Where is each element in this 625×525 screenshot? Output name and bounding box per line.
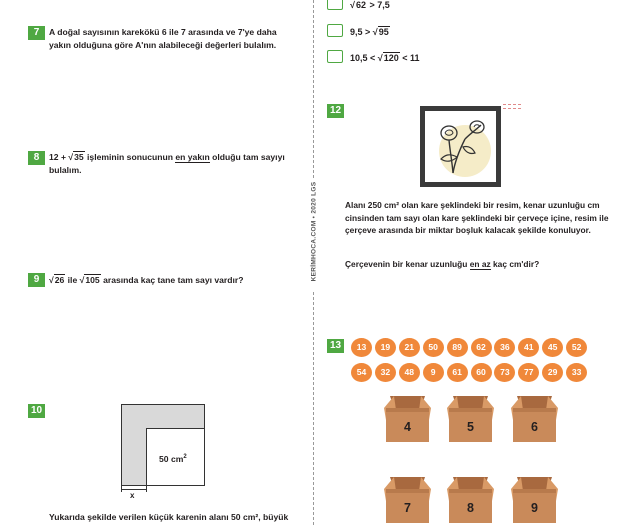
picture-frame	[420, 106, 501, 187]
small-square-area-label: 50 $cm^2$	[159, 454, 187, 464]
box-number: 6	[531, 420, 538, 434]
box-number: 9	[531, 501, 538, 515]
number-circle[interactable]: 73	[494, 363, 515, 382]
number-circle[interactable]: 29	[542, 363, 563, 382]
number-circle[interactable]: 62	[471, 338, 492, 357]
option-1-text: √62 > 7,5	[350, 0, 390, 10]
x-label: x	[130, 491, 135, 500]
q9-mid: ile	[65, 275, 80, 285]
question-8-text: 12 + √35 işleminin sonucunun en yakın olduğu tam sayıyı bulalım.	[49, 152, 285, 175]
number-circle[interactable]: 54	[351, 363, 372, 382]
question-10-text: Yukarıda şekilde verilen küçük karenin alanı 50 cm², büyük	[49, 512, 289, 522]
question-9-text: √26 ile √105 arasında kaç tane tam sayı vardır?	[49, 275, 244, 285]
box-number: 8	[467, 501, 474, 515]
q8-radicand: 35	[74, 152, 84, 162]
question-8-number: 8	[28, 151, 45, 165]
number-circle[interactable]: 21	[399, 338, 420, 357]
column-divider-top	[313, 0, 314, 178]
option-1-checkbox[interactable]	[327, 0, 343, 10]
question-12-number: 12	[327, 104, 344, 118]
number-circle[interactable]: 48	[399, 363, 420, 382]
frame-dash-mark-2	[503, 108, 521, 109]
q9-radicand-1: 26	[54, 275, 65, 285]
x-dimension-line	[121, 489, 146, 490]
number-circle[interactable]: 60	[471, 363, 492, 382]
cardboard-box[interactable]	[447, 392, 494, 442]
option-2-checkbox[interactable]	[327, 24, 343, 37]
cardboard-box[interactable]	[447, 473, 494, 523]
box-number: 5	[467, 420, 474, 434]
number-circle[interactable]: 19	[375, 338, 396, 357]
cardboard-box[interactable]	[511, 392, 558, 442]
q8-suffix: olduğu tam sayıyı bulalım.	[49, 152, 285, 175]
number-circle[interactable]: 89	[447, 338, 468, 357]
option-2-text: 9,5 > √95	[350, 27, 389, 37]
cardboard-box[interactable]	[384, 392, 431, 442]
question-7-text: A doğal sayısının karekökü 6 ile 7 arasında ve 7'ye daha yakın olduğuna göre A'nın alabileceği değerleri bulalım.	[49, 27, 277, 50]
question-7-number: 7	[28, 26, 45, 40]
number-circle[interactable]: 33	[566, 363, 587, 382]
number-circle[interactable]: 52	[566, 338, 587, 357]
x-tick-left	[121, 486, 122, 492]
box-number: 7	[404, 501, 411, 515]
x-tick-right	[146, 486, 147, 492]
number-circle[interactable]: 41	[518, 338, 539, 357]
q9-radicand-2: 105	[85, 275, 100, 285]
side-watermark: KERİMHOCA.COM • 2020 LGS	[310, 181, 318, 282]
number-circle[interactable]: 45	[542, 338, 563, 357]
option-3-text: 10,5 < √120 < 11	[350, 53, 420, 63]
number-circle[interactable]: 32	[375, 363, 396, 382]
column-divider-bottom	[313, 292, 314, 525]
cardboard-box[interactable]	[511, 473, 558, 523]
cardboard-box[interactable]	[384, 473, 431, 523]
box-number: 4	[404, 420, 411, 434]
q8-prefix: 12 +	[49, 152, 69, 162]
number-circle[interactable]: 13	[351, 338, 372, 357]
number-circle[interactable]: 9	[423, 363, 444, 382]
number-circle[interactable]: 77	[518, 363, 539, 382]
question-10-number: 10	[28, 404, 45, 418]
number-circle[interactable]: 50	[423, 338, 444, 357]
question-12-text: Alanı 250 cm² olan kare şeklindeki bir resim, kenar uzunluğu cm cinsinden tam sayı olan kare şeklindeki bir çerveçe içine, resim ile çerçeve arasında bir miktar boşluk kalacak şekilde konuluyor.	[345, 200, 609, 235]
frame-dash-mark-1	[503, 104, 521, 105]
q9-suffix: arasında kaç tane tam sayı vardır?	[100, 275, 244, 285]
option-3-checkbox[interactable]	[327, 50, 343, 63]
question-13-number: 13	[327, 339, 344, 353]
question-12-question: Çerçevenin bir kenar uzunluğu en az kaç cm'dir?	[345, 259, 540, 269]
q8-underlined: en yakın	[175, 152, 210, 162]
question-9-number: 9	[28, 273, 45, 287]
number-circle[interactable]: 36	[494, 338, 515, 357]
rose-illustration	[425, 111, 496, 182]
number-circle[interactable]: 61	[447, 363, 468, 382]
q8-mid: işleminin sonucunun	[84, 152, 176, 162]
